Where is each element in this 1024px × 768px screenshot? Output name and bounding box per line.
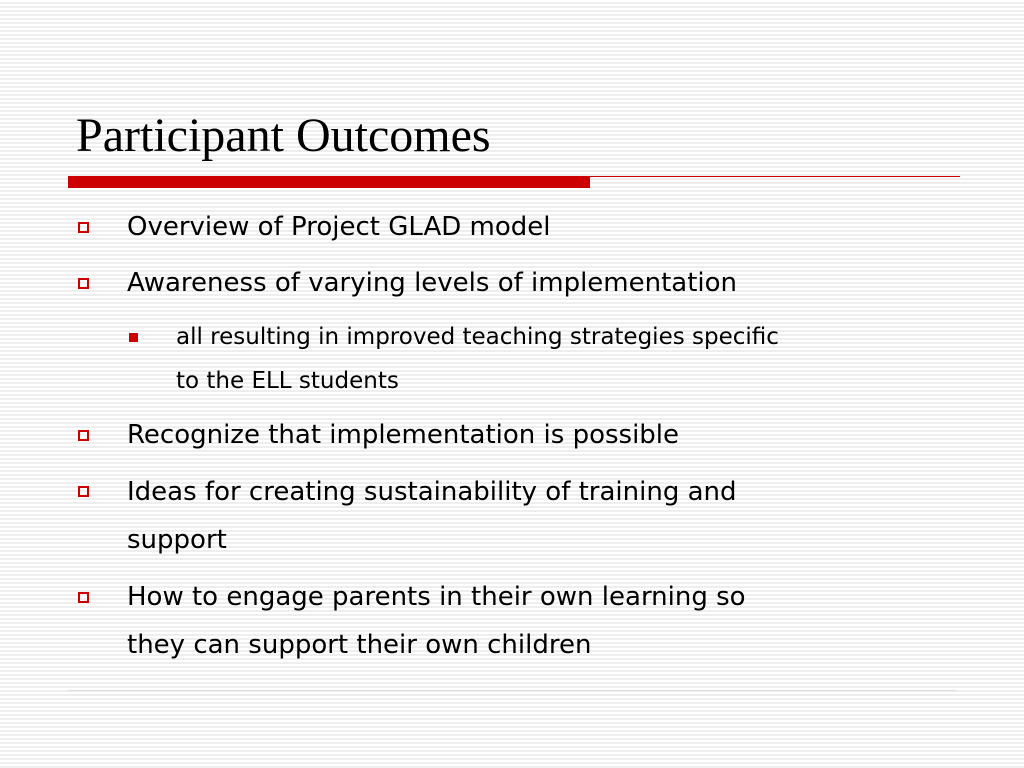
bullet-text-line: all resulting in improved teaching strategies specific — [176, 324, 779, 350]
bullet-text-line: Recognize that implementation is possible — [127, 420, 680, 450]
hollow-square-bullet-icon — [78, 486, 89, 497]
bullet-text-line: to the ELL students — [176, 368, 399, 394]
hollow-square-bullet-icon — [78, 430, 89, 441]
bullet-text-line: support — [127, 525, 227, 555]
slide-title: Participant Outcomes — [76, 109, 491, 162]
footer-divider — [68, 690, 956, 691]
hollow-square-bullet-icon — [78, 278, 89, 289]
title-underline-thin — [590, 176, 960, 177]
bullet-text-line: How to engage parents in their own learning so — [127, 582, 746, 612]
filled-square-bullet-icon — [129, 333, 138, 342]
bullet-text-line: Ideas for creating sustainability of training and — [127, 477, 737, 507]
bullet-text-line: Awareness of varying levels of implementation — [127, 268, 738, 298]
bullet-text-line: Overview of Project GLAD model — [127, 212, 551, 242]
title-underline-thick — [68, 176, 590, 188]
bullet-text-line: they can support their own children — [127, 630, 592, 660]
hollow-square-bullet-icon — [78, 592, 89, 603]
hollow-square-bullet-icon — [78, 222, 89, 233]
